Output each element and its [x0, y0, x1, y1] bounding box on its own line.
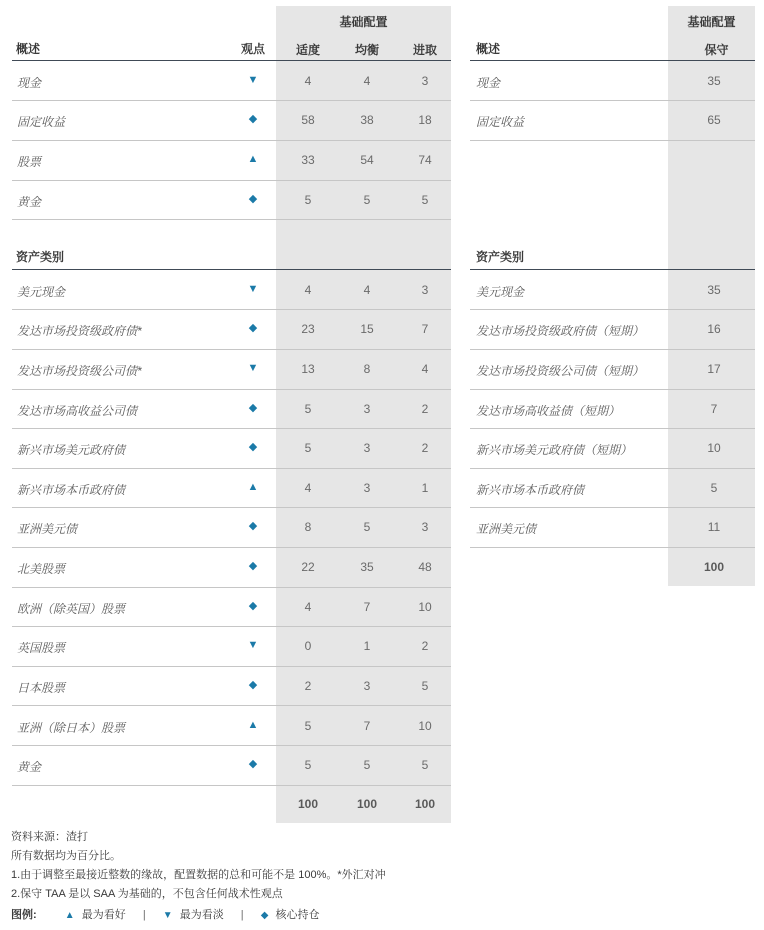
cell-conservative: 17 — [707, 362, 721, 376]
row-divider — [470, 140, 755, 141]
core-holding-icon: ◆ — [248, 322, 258, 334]
cell-balanced: 54 — [360, 153, 374, 167]
row-label: 美元现金 — [17, 285, 66, 299]
row-divider — [12, 547, 451, 548]
right-section-rule — [470, 269, 755, 270]
row-divider — [12, 180, 451, 181]
legend-separator: | — [240, 909, 244, 921]
row-label: 美元现金 — [476, 285, 525, 299]
cell-aggressive: 3 — [421, 520, 429, 534]
cell-balanced: 4 — [363, 74, 371, 88]
row-divider — [12, 349, 451, 350]
cell-conservative: 35 — [707, 74, 721, 88]
row-label: 日本股票 — [17, 681, 66, 695]
cell-balanced: 5 — [363, 758, 371, 772]
row-divider — [12, 626, 451, 627]
cell-balanced: 3 — [363, 679, 371, 693]
legend-separator: | — [142, 909, 146, 921]
most-underweight-icon: ▼ — [162, 910, 173, 921]
legend-overweight-label: 最为看好 — [81, 909, 126, 921]
cell-moderate: 4 — [304, 74, 312, 88]
core-holding-icon: ◆ — [248, 441, 258, 453]
row-label: 欧洲（除英国）股票 — [17, 602, 126, 616]
right-header-rule — [470, 60, 755, 61]
left-header-rule — [12, 60, 451, 61]
row-label: 黄金 — [17, 195, 42, 209]
cell-moderate: 4 — [304, 481, 312, 495]
cell-aggressive: 3 — [421, 74, 429, 88]
row-divider — [12, 389, 451, 390]
row-divider — [12, 587, 451, 588]
row-divider — [12, 705, 451, 706]
row-label: 发达市场高收益公司债 — [17, 404, 138, 418]
cell-balanced: 3 — [363, 441, 371, 455]
left-col-view: 观点 — [241, 42, 266, 56]
row-label: 新兴市场本币政府债 — [17, 483, 126, 497]
row-divider — [12, 507, 451, 508]
core-holding-icon: ◆ — [248, 402, 258, 414]
right-group-header: 基础配置 — [687, 15, 736, 29]
row-divider — [12, 468, 451, 469]
cell-conservative: 65 — [707, 113, 721, 127]
cell-moderate: 13 — [301, 362, 315, 376]
cell-aggressive: 2 — [421, 402, 429, 416]
row-divider — [470, 349, 755, 350]
core-holding-icon: ◆ — [248, 193, 258, 205]
left-col-overview: 概述 — [16, 42, 41, 56]
row-divider — [470, 389, 755, 390]
row-divider — [470, 309, 755, 310]
row-label: 现金 — [476, 76, 501, 90]
cell-moderate: 5 — [304, 402, 312, 416]
cell-moderate: 58 — [301, 113, 315, 127]
row-label: 发达市场投资级公司债（短期） — [476, 364, 645, 378]
cell-aggressive: 10 — [418, 600, 432, 614]
source-note: 资料来源：渣打 — [11, 831, 88, 843]
cell-balanced: 7 — [363, 719, 371, 733]
cell-aggressive: 10 — [418, 719, 432, 733]
cell-conservative: 7 — [710, 402, 718, 416]
cell-balanced: 1 — [363, 639, 371, 653]
cell-aggressive: 4 — [421, 362, 429, 376]
row-divider — [470, 507, 755, 508]
cell-balanced: 15 — [360, 322, 374, 336]
cell-moderate: 8 — [304, 520, 312, 534]
cell-moderate: 4 — [304, 283, 312, 297]
cell-aggressive: 1 — [421, 481, 429, 495]
cell-balanced: 5 — [363, 520, 371, 534]
row-label: 新兴市场本币政府债 — [476, 483, 585, 497]
row-label: 固定收益 — [476, 115, 525, 129]
row-divider — [12, 745, 451, 746]
most-underweight-icon: ▼ — [247, 74, 259, 86]
cell-aggressive: 2 — [421, 639, 429, 653]
cell-aggressive: 5 — [421, 193, 429, 207]
cell-conservative: 11 — [707, 520, 721, 534]
core-holding-icon: ◆ — [248, 520, 258, 532]
row-label: 亚洲（除日本）股票 — [17, 721, 126, 735]
most-overweight-icon: ▲ — [247, 719, 259, 731]
cell-aggressive: 74 — [418, 153, 432, 167]
row-label: 股票 — [17, 155, 42, 169]
cell-balanced: 3 — [363, 481, 371, 495]
row-label: 北美股票 — [17, 562, 66, 576]
cell-balanced: 3 — [363, 402, 371, 416]
percent-note: 所有数据均为百分比。 — [11, 850, 121, 862]
cell-balanced: 5 — [363, 193, 371, 207]
most-underweight-icon: ▼ — [247, 283, 259, 295]
cell-aggressive: 2 — [421, 441, 429, 455]
footnote-1: 1.由于调整至最接近整数的缘故，配置数据的总和可能不是 100%。*外汇对冲 — [11, 869, 386, 881]
cell-balanced: 8 — [363, 362, 371, 376]
cell-moderate: 4 — [304, 600, 312, 614]
cell-moderate: 23 — [301, 322, 315, 336]
core-holding-icon: ◆ — [248, 679, 258, 691]
core-holding-icon: ◆ — [248, 600, 258, 612]
cell-balanced: 38 — [360, 113, 374, 127]
row-label: 亚洲美元债 — [476, 522, 537, 536]
row-divider — [12, 785, 451, 786]
row-divider — [470, 428, 755, 429]
row-label: 发达市场投资级政府债* — [17, 324, 142, 338]
left-section-title: 资产类别 — [16, 250, 65, 264]
cell-moderate: 33 — [301, 153, 315, 167]
row-label: 发达市场高收益债（短期） — [476, 404, 621, 418]
left-col-moderate: 适度 — [295, 43, 320, 57]
left-section-rule — [12, 269, 451, 270]
row-divider — [12, 666, 451, 667]
row-label: 新兴市场美元政府债 — [17, 443, 126, 457]
row-label: 发达市场投资级政府债（短期） — [476, 324, 645, 338]
core-holding-icon: ◆ — [248, 758, 258, 770]
left-total-balanced: 100 — [356, 797, 378, 811]
row-divider — [470, 468, 755, 469]
row-label: 黄金 — [17, 760, 42, 774]
cell-moderate: 5 — [304, 193, 312, 207]
row-divider — [470, 547, 755, 548]
core-holding-icon: ◆ — [248, 113, 258, 125]
right-col-overview: 概述 — [476, 42, 501, 56]
legend-title: 图例: — [11, 909, 37, 921]
most-overweight-icon: ▲ — [64, 910, 75, 921]
row-divider — [12, 100, 451, 101]
row-divider — [12, 309, 451, 310]
left-total-moderate: 100 — [297, 797, 319, 811]
right-total-conservative: 100 — [703, 560, 725, 574]
cell-aggressive: 48 — [418, 560, 432, 574]
row-divider — [12, 140, 451, 141]
cell-balanced: 35 — [360, 560, 374, 574]
cell-moderate: 5 — [304, 719, 312, 733]
row-label: 现金 — [17, 76, 42, 90]
row-label: 固定收益 — [17, 115, 66, 129]
cell-aggressive: 3 — [421, 283, 429, 297]
left-total-aggressive: 100 — [414, 797, 436, 811]
cell-conservative: 35 — [707, 283, 721, 297]
cell-moderate: 5 — [304, 758, 312, 772]
cell-balanced: 7 — [363, 600, 371, 614]
legend-underweight-label: 最为看淡 — [179, 909, 224, 921]
cell-conservative: 10 — [707, 441, 721, 455]
most-overweight-icon: ▲ — [247, 481, 259, 493]
row-label: 英国股票 — [17, 641, 66, 655]
row-divider — [12, 219, 451, 220]
cell-moderate: 22 — [301, 560, 315, 574]
most-underweight-icon: ▼ — [247, 639, 259, 651]
row-label: 发达市场投资级公司债* — [17, 364, 142, 378]
cell-moderate: 5 — [304, 441, 312, 455]
cell-aggressive: 7 — [421, 322, 429, 336]
footnote-2: 2.保守 TAA 是以 SAA 为基础的，不包含任何战术性观点 — [11, 888, 283, 900]
row-label: 亚洲美元债 — [17, 522, 78, 536]
right-col-conservative: 保守 — [704, 43, 729, 57]
core-holding-icon: ◆ — [248, 560, 258, 572]
cell-aggressive: 18 — [418, 113, 432, 127]
right-section-title: 资产类别 — [476, 250, 525, 264]
row-divider — [470, 100, 755, 101]
left-col-aggressive: 进取 — [412, 43, 437, 57]
most-overweight-icon: ▲ — [247, 153, 259, 165]
core-holding-icon: ◆ — [260, 910, 269, 921]
row-label: 新兴市场美元政府债（短期） — [476, 443, 633, 457]
cell-aggressive: 5 — [421, 679, 429, 693]
legend — [11, 906, 319, 922]
row-divider — [12, 428, 451, 429]
cell-moderate: 0 — [304, 639, 312, 653]
cell-moderate: 2 — [304, 679, 312, 693]
most-underweight-icon: ▼ — [247, 362, 259, 374]
legend-core-label: 核心持仓 — [275, 909, 320, 921]
cell-conservative: 5 — [710, 481, 718, 495]
left-col-balanced: 均衡 — [354, 43, 379, 57]
cell-balanced: 4 — [363, 283, 371, 297]
cell-aggressive: 5 — [421, 758, 429, 772]
left-group-header: 基础配置 — [339, 15, 388, 29]
cell-conservative: 16 — [707, 322, 721, 336]
